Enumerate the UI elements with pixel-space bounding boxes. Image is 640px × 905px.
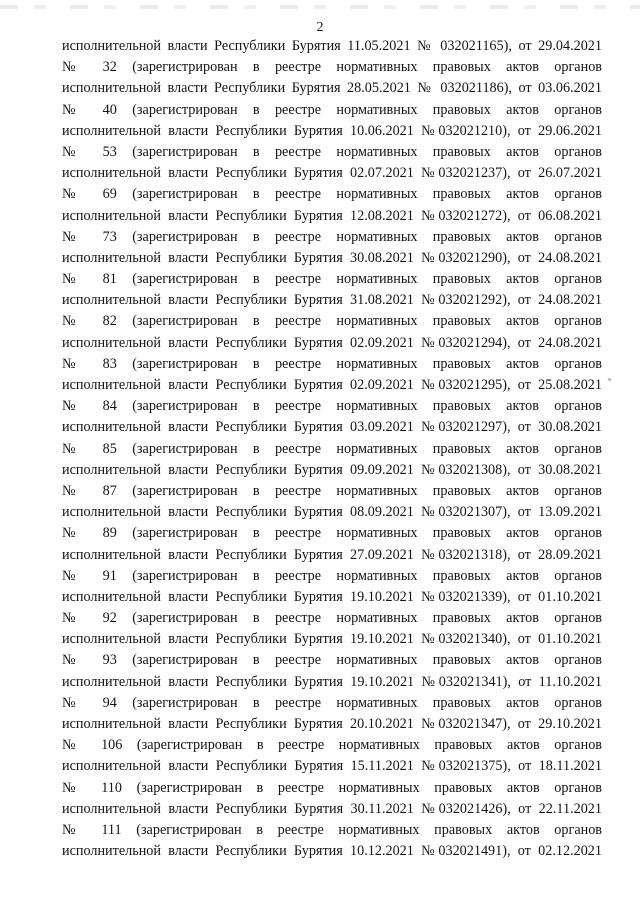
document-line: исполнительной власти Республики Бурятия 28.05.2021 № 032021186), от 03.06.2021 bbox=[62, 80, 602, 97]
document-line: исполнительной власти Республики Бурятия 30.11.2021 №032021426), от 22.11.2021 bbox=[62, 800, 602, 817]
document-line: № 69 (зарегистрирован в реестре нормативных правовых актов органов bbox=[62, 186, 602, 203]
document-line: № 92 (зарегистрирован в реестре нормативных правовых актов органов bbox=[62, 610, 602, 627]
document-line: исполнительной власти Республики Бурятия 12.08.2021 №032021272), от 06.08.2021 bbox=[62, 207, 602, 224]
document-line: № 84 (зарегистрирован в реестре нормативных правовых актов органов bbox=[62, 398, 602, 415]
document-line: исполнительной власти Республики Бурятия 11.05.2021 № 032021165), от 29.04.2021 bbox=[62, 38, 602, 54]
document-line: № 89 (зарегистрирован в реестре нормативных правовых актов органов bbox=[62, 525, 602, 542]
page-number: 2 bbox=[316, 20, 324, 35]
document-line: № 32 (зарегистрирован в реестре нормативных правовых актов органов bbox=[62, 59, 602, 76]
document-line: исполнительной власти Республики Бурятия 09.09.2021 №032021308), от 30.08.2021 bbox=[62, 461, 602, 478]
document-line: исполнительной власти Республики Бурятия 10.06.2021 №032021210), от 29.06.2021 bbox=[62, 122, 602, 139]
document-line: исполнительной власти Республики Бурятия 31.08.2021 №032021292), от 24.08.2021 bbox=[62, 292, 602, 309]
document-line: исполнительной власти Республики Бурятия 03.09.2021 №032021297), от 30.08.2021 bbox=[62, 419, 602, 436]
document-line: исполнительной власти Республики Бурятия 19.10.2021 №032021341), от 11.10.2021 bbox=[62, 673, 602, 690]
document-line: исполнительной власти Республики Бурятия 02.07.2021 №032021237), от 26.07.2021 bbox=[62, 165, 602, 182]
scan-speck bbox=[607, 377, 611, 381]
document-line: № 94 (зарегистрирован в реестре нормативных правовых актов органов bbox=[62, 694, 602, 711]
document-line: № 82 (зарегистрирован в реестре нормативных правовых актов органов bbox=[62, 313, 602, 330]
document-line: исполнительной власти Республики Бурятия 19.10.2021 №032021339), от 01.10.2021 bbox=[62, 588, 602, 605]
document-line: исполнительной власти Республики Бурятия 15.11.2021 №032021375), от 18.11.2021 bbox=[62, 758, 602, 775]
scan-edge-artifact bbox=[0, 5, 640, 9]
document-line: № 93 (зарегистрирован в реестре нормативных правовых актов органов bbox=[62, 652, 602, 669]
document-line: № 81 (зарегистрирован в реестре нормативных правовых актов органов bbox=[62, 271, 602, 288]
document-line: исполнительной власти Республики Бурятия 02.09.2021 №032021294), от 24.08.2021 bbox=[62, 334, 602, 351]
document-line: исполнительной власти Республики Бурятия 02.09.2021 №032021295), от 25.08.2021 bbox=[62, 377, 602, 393]
document-line: исполнительной власти Республики Бурятия 19.10.2021 №032021340), от 01.10.2021 bbox=[62, 631, 602, 648]
document-body-text bbox=[62, 36, 602, 862]
document-line: № 87 (зарегистрирован в реестре нормативных правовых актов органов bbox=[62, 482, 602, 499]
document-line: исполнительной власти Республики Бурятия 08.09.2021 №032021307), от 13.09.2021 bbox=[62, 504, 602, 521]
document-line: № 83 (зарегистрирован в реестре нормативных правовых актов органов bbox=[62, 355, 602, 372]
document-line: исполнительной власти Республики Бурятия 30.08.2021 №032021290), от 24.08.2021 bbox=[62, 249, 602, 266]
document-line: исполнительной власти Республики Бурятия 10.12.2021 №032021491), от 02.12.2021 bbox=[62, 843, 602, 860]
document-line: № 53 (зарегистрирован в реестре нормативных правовых актов органов bbox=[62, 143, 602, 160]
document-line: № 106 (зарегистрирован в реестре нормативных правовых актов органов bbox=[62, 737, 602, 754]
document-line: № 73 (зарегистрирован в реестре нормативных правовых актов органов bbox=[62, 228, 602, 245]
document-line: № 85 (зарегистрирован в реестре нормативных правовых актов органов bbox=[62, 440, 602, 457]
document-line: № 40 (зарегистрирован в реестре нормативных правовых актов органов bbox=[62, 101, 602, 118]
document-line: № 111 (зарегистрирован в реестре нормативных правовых актов органов bbox=[62, 821, 602, 838]
document-line: № 110 (зарегистрирован в реестре нормативных правовых актов органов bbox=[62, 779, 602, 796]
document-line: № 91 (зарегистрирован в реестре нормативных правовых актов органов bbox=[62, 567, 602, 584]
document-line: исполнительной власти Республики Бурятия 27.09.2021 №032021318), от 28.09.2021 bbox=[62, 546, 602, 563]
document-line: исполнительной власти Республики Бурятия 20.10.2021 №032021347), от 29.10.2021 bbox=[62, 716, 602, 732]
